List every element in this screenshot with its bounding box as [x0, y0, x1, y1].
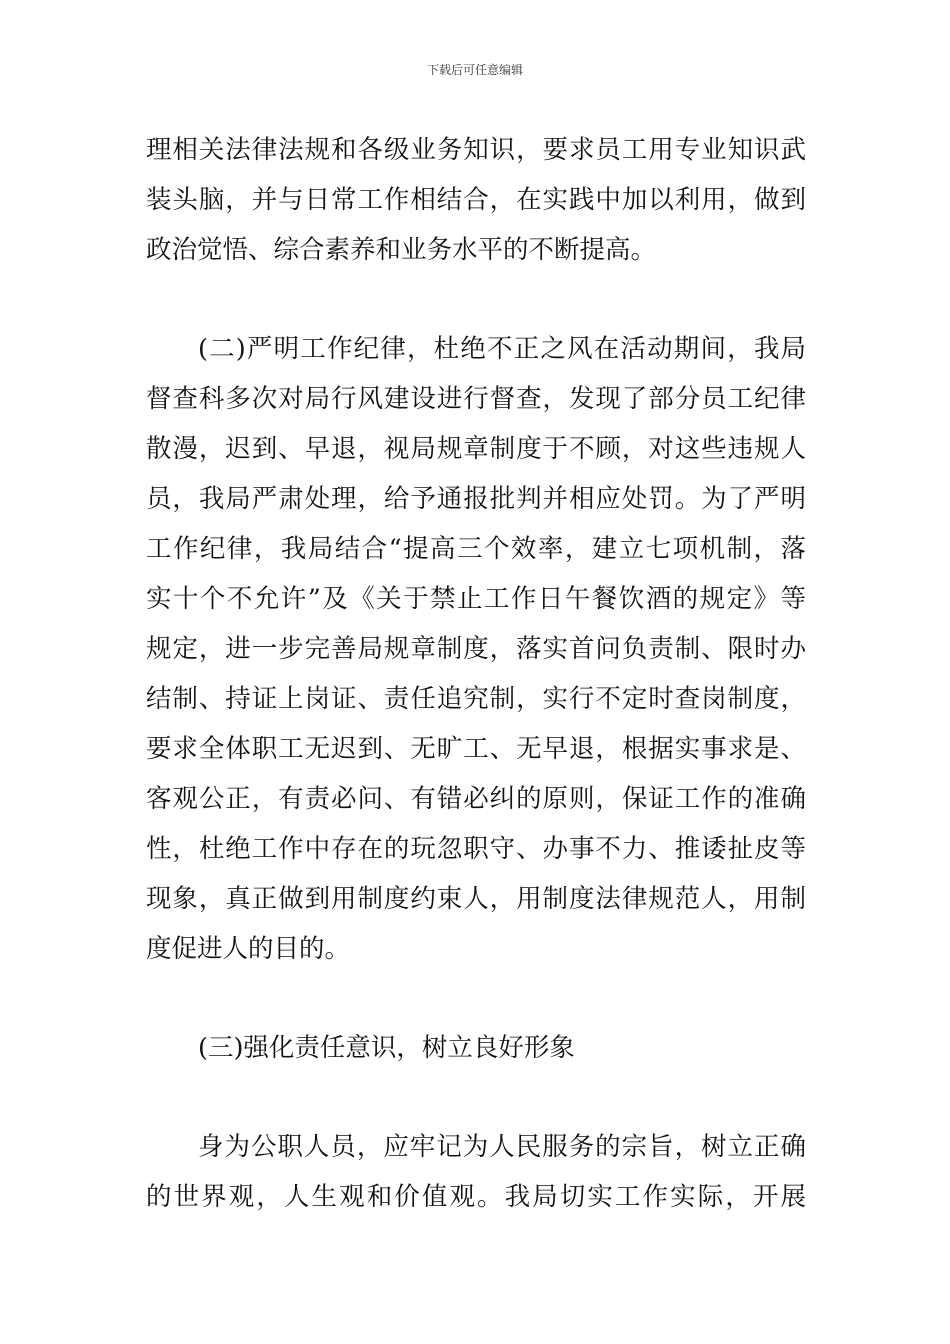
text-line: 员，我局严肃处理，给予通报批判并相应处罚。为了严明	[146, 484, 806, 514]
section-heading-line: (二)严明工作纪律，杜绝不正之风在活动期间，我局	[198, 334, 806, 364]
text-line: 要求全体职工无迟到、无旷工、无早退，根据实事求是、	[146, 734, 806, 764]
text-line: 工作纪律，我局结合“提高三个效率，建立七项机制，落	[146, 534, 806, 564]
text-line: 性，杜绝工作中存在的玩忽职守、办事不力、推诿扯皮等	[146, 834, 806, 864]
text-line: 现象，真正做到用制度约束人，用制度法律规范人，用制	[146, 884, 806, 914]
text-line: 政治觉悟、综合素养和业务水平的不断提高。	[146, 235, 657, 265]
text-line: 装头脑，并与日常工作相结合，在实践中加以利用，做到	[146, 185, 806, 215]
text-line: 散漫，迟到、早退，视局规章制度于不顾，对这些违规人	[146, 434, 806, 464]
text-line: 理相关法律法规和各级业务知识，要求员工用专业知识武	[146, 135, 806, 165]
text-line: 身为公职人员，应牢记为人民服务的宗旨，树立正确	[198, 1132, 806, 1162]
text-line: 规定，进一步完善局规章制度，落实首问负责制、限时办	[146, 634, 806, 664]
text-line: 度促进人的目的。	[146, 934, 351, 964]
page-header: 下载后可任意编辑	[426, 63, 523, 77]
section-heading: (三)强化责任意识，树立良好形象	[198, 1033, 575, 1063]
text-line: 实十个不允许”及《关于禁止工作日午餐饮酒的规定》等	[146, 584, 806, 614]
text-line: 督查科多次对局行风建设进行督查，发现了部分员工纪律	[146, 384, 806, 414]
text-line: 结制、持证上岗证、责任追究制，实行不定时查岗制度，	[146, 684, 806, 714]
text-line: 的世界观，人生观和价值观。我局切实工作实际，开展	[146, 1182, 806, 1212]
text-line: 客观公正，有责必问、有错必纠的原则，保证工作的准确	[146, 784, 806, 814]
